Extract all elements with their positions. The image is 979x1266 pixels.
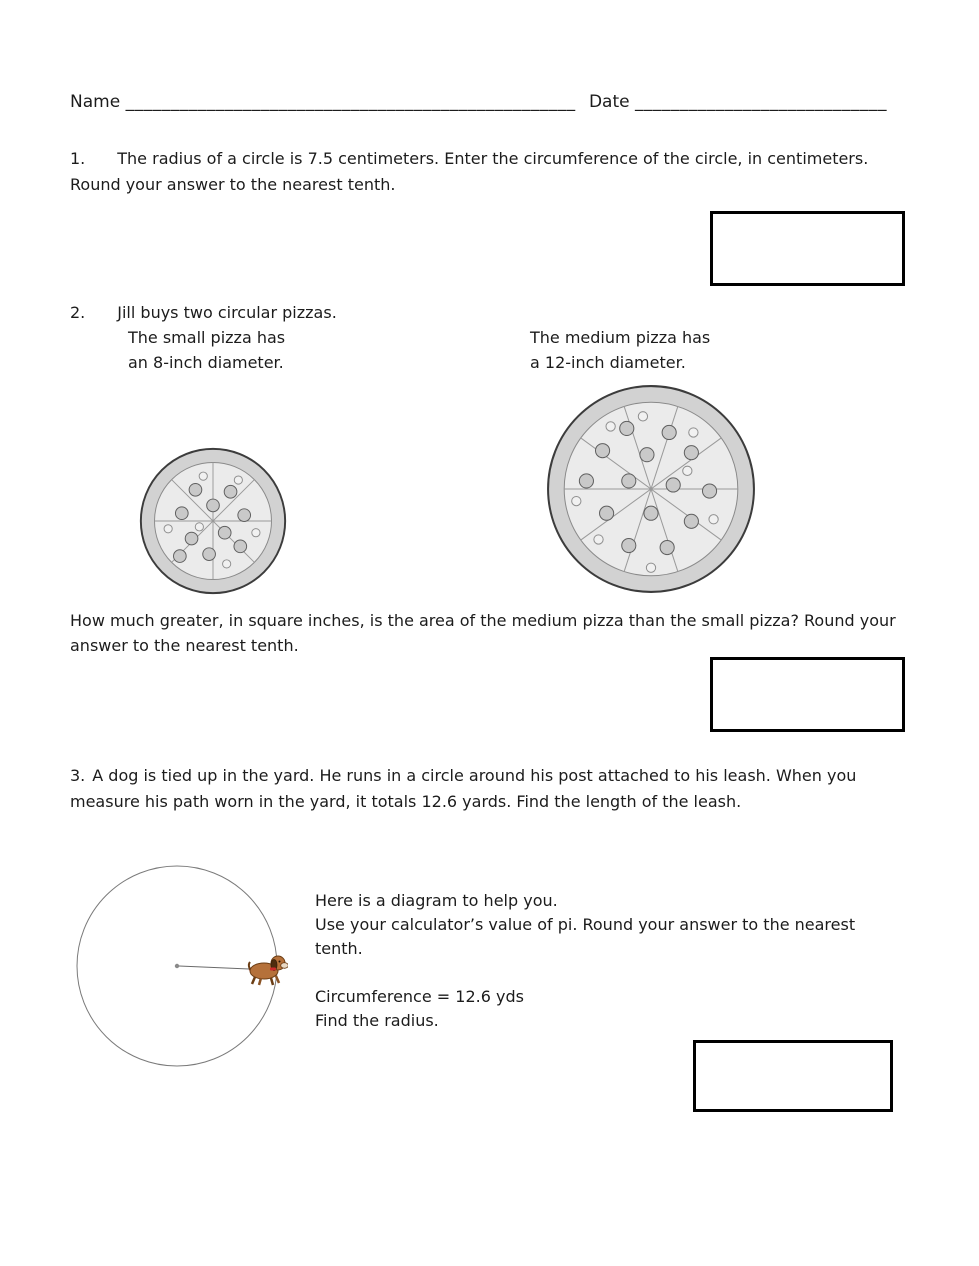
question-2-text: How much greater, in square inches, is the area of the medium pizza than the small pizza? Round your answer to the nearest tenth.	[70, 611, 896, 655]
date-blank-line: ____________________________	[635, 92, 888, 112]
question-3-helper	[315, 889, 863, 1033]
question-3-number: 3.	[70, 766, 86, 785]
medium-pizza-image	[542, 380, 760, 598]
medium-pizza-caption	[530, 325, 830, 375]
question-1	[70, 146, 900, 198]
leash-line	[179, 966, 249, 969]
helper-line-2: Use your calculator’s value of pi. Round your answer to the nearest tenth.	[315, 915, 856, 958]
date-label: Date	[588, 92, 630, 112]
question-2-intro	[70, 300, 910, 326]
name-label: Name	[70, 92, 121, 112]
circumference-line: Circumference = 12.6 yds	[315, 987, 524, 1006]
q2-answer-box[interactable]	[710, 657, 905, 732]
question-3-text: A dog is tied up in the yard. He runs in a circle around his post attached to his leash. When you measure his path worn in the yard, it totals 12.6 yards. Find the length of the leash.	[70, 766, 857, 811]
header	[70, 92, 920, 112]
q3-answer-box[interactable]	[693, 1040, 893, 1112]
question-2-number: 2.	[70, 303, 86, 322]
small-pizza-slice-lines	[155, 463, 272, 580]
question-2-intro-text: Jill buys two circular pizzas.	[117, 303, 337, 322]
small-pizza-caption-line-2: an 8-inch diameter.	[128, 353, 284, 372]
medium-pizza-caption-line-1: The medium pizza has	[530, 328, 711, 347]
dog-leash-diagram	[68, 858, 288, 1078]
post-dot	[175, 964, 179, 968]
question-1-number: 1.	[70, 149, 86, 168]
find-radius-line: Find the radius.	[315, 1011, 439, 1030]
q1-answer-box[interactable]	[710, 211, 905, 286]
small-pizza-caption-line-1: The small pizza has	[128, 328, 286, 347]
question-3	[70, 763, 892, 815]
small-pizza-caption	[128, 325, 408, 375]
small-pizza-image	[135, 443, 291, 599]
medium-pizza-caption-line-2: a 12-inch diameter.	[530, 353, 686, 372]
question-1-text: The radius of a circle is 7.5 centimeters. Enter the circumference of the circle, in centimeters. Round your answer to the nearest tenth.	[70, 149, 869, 194]
name-blank-line: __________________________________________________	[125, 92, 576, 112]
helper-line-1: Here is a diagram to help you.	[315, 891, 558, 910]
dog-image	[249, 956, 288, 985]
